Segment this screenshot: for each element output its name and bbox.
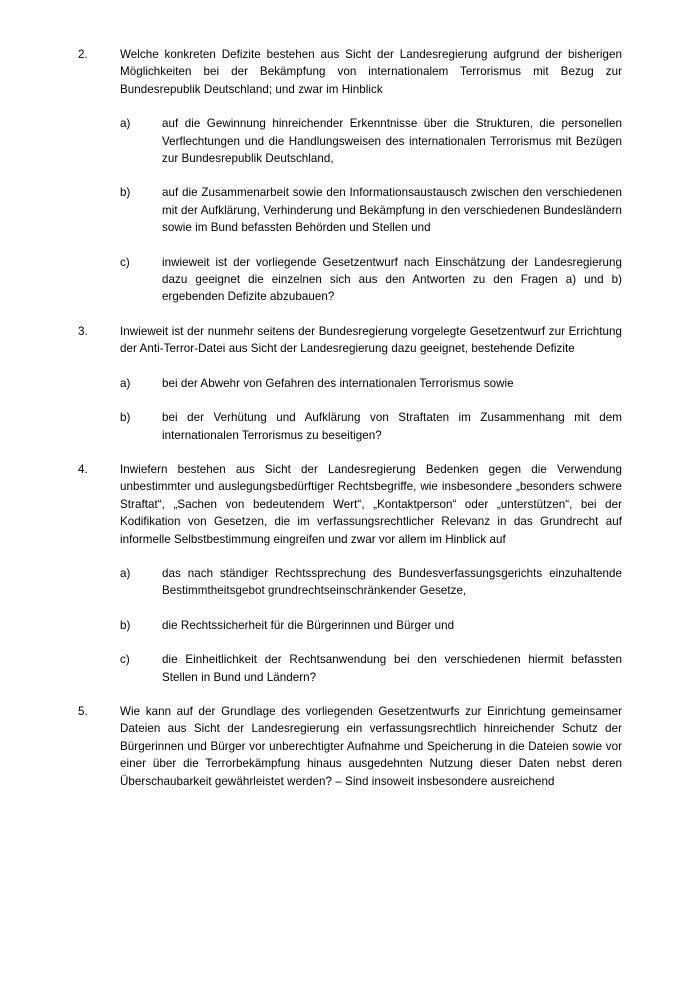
list-item [78, 323, 622, 358]
list-item-marker: b) [120, 618, 131, 632]
list-item-text: Inwiefern bestehen aus Sicht der Landesregierung Bedenken gegen die Verwendung unbestimmter und auslegungsbedürftiger Rechtsbegriffe, wie insbesondere „besonders schwere Straftat“, „Sachen von bedeutendem Wert“, „Kontaktperson“ oder „unterstützen“, bei der Kodifikation von Gesetzen, die im verfassungsrechtlicher Relevanz in das Grundrecht auf informelle Selbstbestimmung eingreifen und zwar vor allem im Hinblick auf [120, 462, 622, 546]
list-item [120, 409, 622, 444]
list-item-marker: a) [120, 117, 131, 131]
list-item-marker: c) [120, 255, 130, 269]
list-item [78, 461, 622, 548]
list-item [120, 651, 622, 686]
list-item-text: die Einheitlichkeit der Rechtsanwendung bei den verschiedenen hiermit befassten Stellen in Bund und Ländern? [162, 653, 622, 684]
list-item-marker: b) [120, 411, 131, 425]
list-item-text: bei der Verhütung und Aufklärung von Straftaten im Zusammenhang mit dem internationalen Terrorismus zu beseitigen? [162, 411, 622, 442]
list-item-marker: b) [120, 186, 131, 200]
list-item-text: auf die Zusammenarbeit sowie den Informationsaustausch zwischen den verschiedenen mit der Aufklärung, Verhinderung und Bekämpfung in den verschiedenen Bundesländern sowie im Bund befassten Behörden und Stellen und [162, 186, 622, 235]
list-item-text: bei der Abwehr von Gefahren des internationalen Terrorismus sowie [162, 376, 514, 390]
list-item [120, 115, 622, 167]
list-item-marker: 3. [78, 324, 88, 338]
list-item [78, 46, 622, 98]
list-item-text: Welche konkreten Defizite bestehen aus Sicht der Landesregierung aufgrund der bisherigen Möglichkeiten bei der Bekämpfung von internationalem Terrorismus mit Bezug zur Bundesrepublik Deutschland; und zwar im Hinblick [120, 48, 622, 96]
list-item-marker: a) [120, 566, 131, 580]
list-item-text: inwieweit ist der vorliegende Gesetzentwurf nach Einschätzung der Landesregierung dazu geeignet die einzelnen sich aus den Antworten zu den Fragen a) und b) ergebenden Defizite abzubauen? [162, 255, 622, 304]
list-item-text: das nach ständiger Rechtssprechung des Bundesverfassungsgerichts einzuhaltende Bestimmtheitsgebot grundrechtseinschränkender Gesetze, [162, 566, 622, 598]
list-item-text: die Rechtssicherheit für die Bürgerinnen und Bürger und [162, 618, 455, 632]
list-item-text: Wie kann auf der Grundlage des vorliegenden Gesetzentwurfs zur Einrichtung gemeinsamer Dateien aus Sicht der Landesregierung ein verfassungsrechtlich hinreichender Schutz der Bürgerinnen und Bürger vor unberechtigter Aufnahme und Speicherung in die Dateien sowie vor einer über die Terrorbekämpfung hinaus ausgedehnten Nutzung dieser Daten nebst deren Überschaubarkeit gewährleistet werden? – Sind insoweit insbesondere ausreichend [120, 704, 622, 788]
list-item [120, 375, 622, 392]
list-item [120, 184, 622, 236]
list-item [120, 254, 622, 306]
list-item-marker: c) [120, 653, 130, 667]
list-item-marker: 4. [78, 462, 88, 476]
list-item-marker: 5. [78, 704, 88, 718]
list-item [120, 617, 622, 634]
list-item-marker: 2. [78, 48, 88, 61]
list-item-text: auf die Gewinnung hinreichender Erkenntnisse über die Strukturen, die personellen Verflechtungen und die Handlungsweisen des internationalen Terrorismus mit Bezügen zur Bundesrepublik Deutschland, [162, 117, 622, 166]
list-item [78, 703, 622, 790]
list-item-marker: a) [120, 376, 131, 390]
list-item-text: Inwieweit ist der nunmehr seitens der Bundesregierung vorgelegte Gesetzentwurf zur Errichtung der Anti-Terror-Datei aus Sicht der Landesregierung dazu geeignet, bestehende Defizite [120, 324, 622, 356]
list-item [120, 565, 622, 600]
